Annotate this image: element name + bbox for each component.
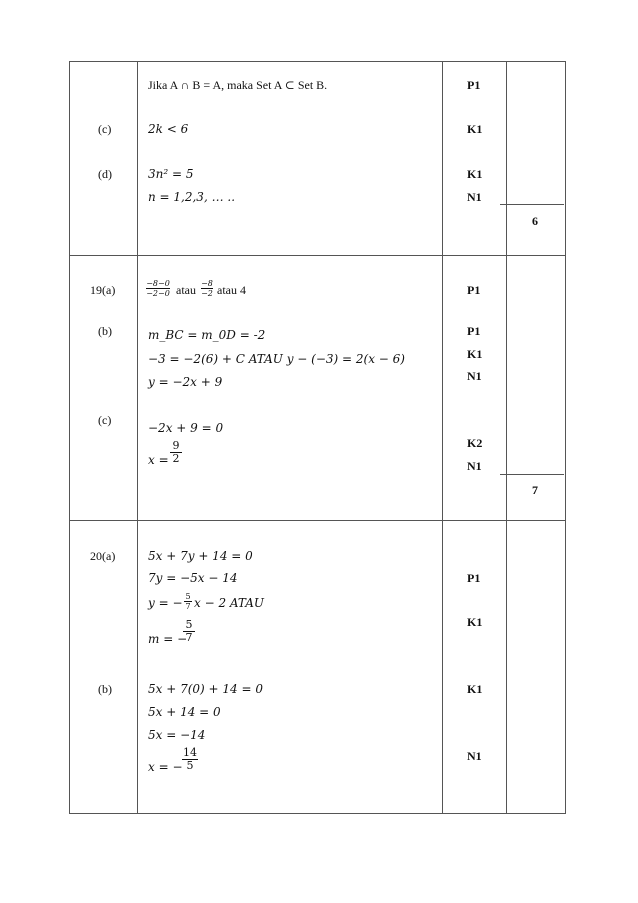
working-line: Jika A ∩ B = A, maka Set A ⊂ Set B. [148,78,328,92]
total-mark: 6 [532,214,538,228]
working-text: atau 4 [217,283,246,297]
question-label-c: (c) [98,122,112,136]
mark-label: K1 [467,347,483,361]
question-label-20a: 20(a) [90,549,116,563]
answer-table [69,61,566,814]
working-line: y = − [148,596,183,610]
fraction-numerator: −8−0 [146,279,170,288]
mark-label: K1 [467,615,483,629]
mark-label: P1 [467,324,481,338]
fraction-denominator: 2 [170,452,182,465]
mark-label: P1 [467,78,481,92]
fraction-denominator: 7 [183,631,195,644]
working-text: atau [176,283,196,297]
working-line: n = 1,2,3, … .. [148,190,236,204]
fraction-numerator: 9 [172,439,180,452]
row-divider [70,520,565,521]
question-label-b: (b) [98,324,112,338]
working-line: x − 2 ATAU [194,596,265,610]
mark-label: K1 [467,167,483,181]
fraction-denominator: 7 [185,602,191,611]
row-divider [70,255,565,256]
column-divider [442,62,443,813]
working-line: m_BC = m_0D = -2 [148,328,266,342]
fraction-denominator: −2 [201,289,213,298]
total-mark: 7 [532,483,538,497]
working-line: 5x + 14 = 0 [148,705,221,719]
working-line: 7y = −5x − 14 [148,571,238,585]
mark-label: N1 [467,190,482,204]
working-line: y = −2x + 9 [148,375,223,389]
column-divider [137,62,138,813]
fraction-denominator: 5 [182,759,198,772]
column-divider [506,62,507,813]
mark-label: K1 [467,122,483,136]
mark-label: P1 [467,571,481,585]
working-line: m = − [148,632,188,646]
working-line: 3n² = 5 [148,167,194,181]
mark-label: N1 [467,459,482,473]
working-line: −3 = −2(6) + C ATAU y − (−3) = 2(x − 6) [148,352,405,366]
mark-label: N1 [467,749,482,763]
working-line: 5x = −14 [148,728,206,742]
mark-label: P1 [467,283,481,297]
mark-label: N1 [467,369,482,383]
question-label-19a: 19(a) [90,283,116,297]
fraction [183,619,195,644]
working-line: x = [148,453,169,467]
working-line: 2k < 6 [148,122,189,136]
fraction-numerator: −8 [201,279,213,288]
working-line: x = − [148,760,183,774]
working-line: 5x + 7y + 14 = 0 [148,549,253,563]
fraction [184,592,192,611]
question-label-d: (d) [98,167,112,181]
mark-label: K2 [467,436,483,450]
total-underline [500,204,564,205]
fraction-numerator: 5 [185,592,191,601]
fraction [201,279,213,298]
fraction [170,440,182,465]
mark-label: K1 [467,682,483,696]
fraction [182,747,198,772]
fraction-numerator: 14 [183,746,197,759]
fraction [146,279,170,298]
fraction-denominator: −2−0 [146,289,170,298]
total-underline [500,474,564,475]
working-line: −2x + 9 = 0 [148,421,224,435]
fraction-numerator: 5 [185,618,193,631]
working-line: 5x + 7(0) + 14 = 0 [148,682,263,696]
question-label-c: (c) [98,413,112,427]
question-label-b: (b) [98,682,112,696]
